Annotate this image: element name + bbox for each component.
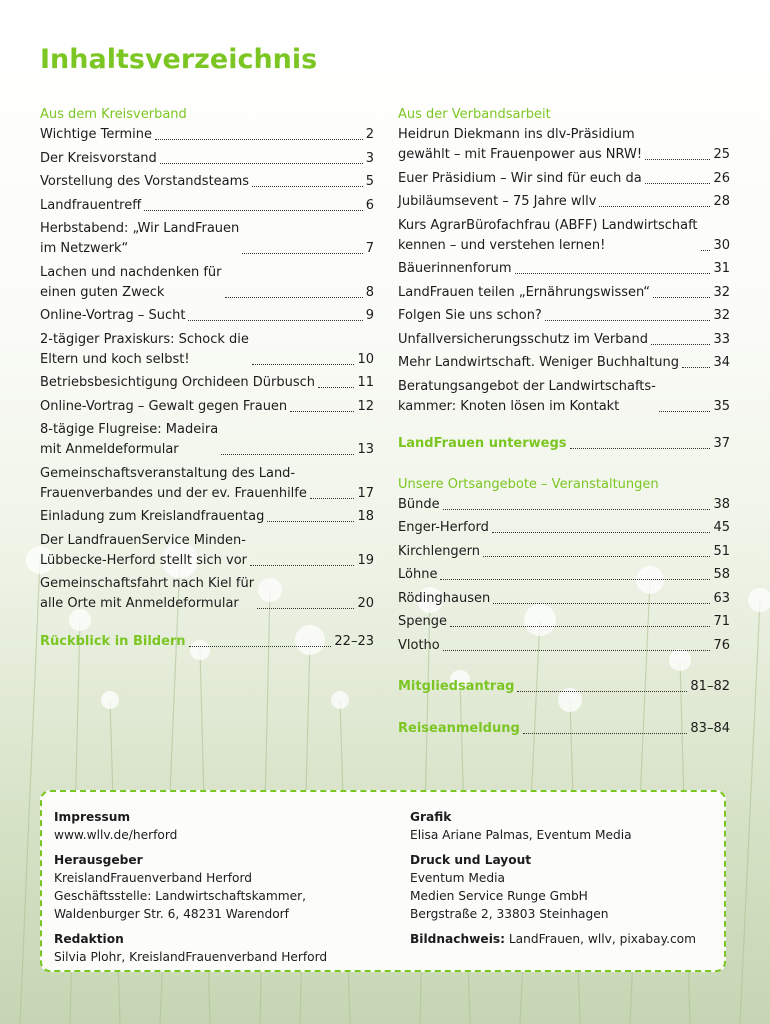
toc-entry-page: 32 bbox=[713, 284, 730, 300]
toc-entry-mitgliedsantrag[interactable]: Mitgliedsantrag 81–82 bbox=[398, 679, 730, 694]
toc-entry[interactable] bbox=[40, 420, 374, 460]
dot-leader bbox=[252, 186, 363, 187]
toc-entry-page: 71 bbox=[713, 614, 730, 629]
toc-entry[interactable] bbox=[40, 464, 374, 504]
toc-entry-page: 25 bbox=[713, 147, 730, 162]
section-heading-kreisverband: Aus dem Kreisverband bbox=[40, 107, 187, 122]
dot-leader bbox=[523, 733, 688, 734]
toc-entry[interactable] bbox=[40, 507, 374, 527]
toc-entry-page: 11 bbox=[357, 375, 374, 390]
dot-leader bbox=[257, 608, 354, 609]
toc-entry[interactable] bbox=[40, 574, 374, 614]
druck-line: Medien Service Runge GmbH bbox=[410, 889, 588, 903]
toc-entry-rueckblick[interactable]: Rückblick in Bildern 22–23 bbox=[40, 633, 374, 649]
dot-leader bbox=[221, 454, 354, 455]
impressum-url[interactable]: www.wllv.de/herford bbox=[54, 828, 178, 842]
section-heading-ortsangebote: Unsere Ortsangebote – Veranstaltungen bbox=[398, 476, 659, 492]
dot-leader bbox=[310, 498, 355, 499]
toc-entry[interactable] bbox=[40, 373, 374, 393]
toc-entry-title: Online-Vortrag – Gewalt gegen Frauen bbox=[40, 398, 288, 414]
toc-entry-page: 20 bbox=[357, 596, 374, 611]
toc-list-ortsangebote bbox=[398, 495, 730, 656]
toc-entry-page: 33 bbox=[713, 331, 730, 347]
impressum-left bbox=[54, 808, 394, 966]
toc-entry[interactable] bbox=[398, 542, 730, 562]
toc-entry[interactable] bbox=[40, 330, 374, 370]
toc-entry[interactable] bbox=[398, 589, 730, 609]
dot-leader bbox=[483, 556, 710, 557]
toc-entry[interactable] bbox=[398, 636, 730, 656]
toc-entry-page: 51 bbox=[713, 543, 730, 559]
dot-leader bbox=[653, 297, 710, 298]
dot-leader bbox=[290, 411, 354, 412]
toc-entry[interactable] bbox=[398, 259, 730, 279]
toc-entry-page: 8 bbox=[365, 284, 374, 300]
herausgeber-line: Geschäftsstelle: Landwirtschaftskammer, bbox=[54, 889, 307, 903]
toc-entry-title: Vorstellung des Vorstandsteams bbox=[40, 174, 250, 189]
toc-entry[interactable] bbox=[398, 330, 730, 350]
dot-leader bbox=[701, 250, 711, 251]
toc-entry[interactable] bbox=[398, 216, 730, 256]
dot-leader bbox=[570, 448, 711, 449]
toc-entry-page: 7 bbox=[365, 241, 374, 256]
toc-entry[interactable] bbox=[40, 263, 374, 303]
toc-entry[interactable] bbox=[40, 196, 374, 216]
toc-entry-title: Gemeinschaftsfahrt nach Kiel für alle Orte mit Anmeldeformular bbox=[40, 576, 255, 611]
toc-entry-title: Lachen und nachdenken für einen guten Zweck bbox=[40, 264, 222, 300]
toc-entry-reiseanmeldung[interactable]: Reiseanmeldung 83–84 bbox=[398, 720, 730, 736]
toc-entry-page: 38 bbox=[713, 496, 730, 512]
toc-entry-title: Beratungsangebot der Landwirtschafts- kammer: Knoten lösen im Kontakt bbox=[398, 378, 656, 414]
toc-entry-page: 58 bbox=[713, 567, 730, 582]
impressum-heading: Impressum bbox=[54, 810, 131, 824]
dot-leader bbox=[252, 364, 355, 365]
toc-entry-page: 9 bbox=[365, 308, 374, 323]
section-heading-verbandsarbeit: Aus der Verbandsarbeit bbox=[398, 107, 551, 122]
toc-entry[interactable] bbox=[398, 495, 730, 515]
toc-entry-title: Enger-Herford bbox=[398, 520, 489, 535]
dot-leader bbox=[155, 139, 363, 140]
impressum-box bbox=[40, 790, 726, 972]
dot-leader bbox=[651, 344, 710, 345]
toc-entry-page: 31 bbox=[713, 261, 730, 276]
toc-left-column bbox=[40, 106, 374, 655]
toc-entry-page: 12 bbox=[357, 398, 374, 414]
grafik-line: Elisa Ariane Palmas, Eventum Media bbox=[410, 828, 632, 842]
toc-entry[interactable] bbox=[40, 531, 374, 571]
herausgeber-line: Waldenburger Str. 6, 48231 Warendorf bbox=[54, 907, 289, 921]
toc-entry-page: 18 bbox=[357, 509, 374, 524]
toc-entry-title: Euer Präsidium – Wir sind für euch da bbox=[398, 170, 642, 186]
dot-leader bbox=[440, 579, 710, 580]
toc-entry-title: Löhne bbox=[398, 567, 438, 582]
toc-entry-page: 35 bbox=[713, 398, 730, 414]
dot-leader bbox=[450, 626, 710, 627]
toc-entry-title: LandFrauen teilen „Ernährungswissen“ bbox=[398, 284, 651, 300]
toc-entry-unterwegs[interactable]: LandFrauen unterwegs 37 bbox=[398, 436, 730, 451]
toc-entry[interactable] bbox=[398, 377, 730, 417]
toc-entry-title: Kurs AgrarBürofachfrau (ABFF) Landwirtschaft kennen – und verstehen lernen! bbox=[398, 217, 698, 253]
grafik-heading: Grafik bbox=[410, 810, 452, 824]
dot-leader bbox=[517, 691, 687, 692]
toc-list-verbandsarbeit bbox=[398, 125, 730, 417]
toc-entry-page: 10 bbox=[357, 351, 374, 367]
dot-leader bbox=[267, 521, 354, 522]
toc-entry-title: Mehr Landwirtschaft. Weniger Buchhaltung bbox=[398, 355, 680, 370]
toc-entry-title: 2-tägiger Praxiskurs: Schock die Eltern und koch selbst! bbox=[40, 331, 249, 367]
toc-entry-page: 13 bbox=[357, 442, 374, 457]
toc-entry-page: 45 bbox=[713, 520, 730, 535]
toc-entry-page: 32 bbox=[713, 308, 730, 323]
toc-entry[interactable] bbox=[398, 283, 730, 303]
toc-entry-title: Vlotho bbox=[398, 637, 440, 653]
dot-leader bbox=[493, 603, 710, 604]
toc-entry[interactable] bbox=[398, 353, 730, 373]
toc-entry-page: 2 bbox=[365, 127, 374, 142]
dot-leader bbox=[545, 320, 711, 321]
toc-entry-title: Der LandfrauenService Minden- Lübbecke-Herford stellt sich vor bbox=[40, 532, 248, 568]
dot-leader bbox=[188, 320, 362, 321]
toc-entry-title: Spenge bbox=[398, 614, 447, 629]
toc-entry-title: Kirchlengern bbox=[398, 543, 481, 559]
toc-entry[interactable] bbox=[398, 169, 730, 189]
dot-leader bbox=[645, 183, 711, 184]
toc-entry-page: 26 bbox=[713, 170, 730, 186]
dot-leader bbox=[225, 297, 363, 298]
toc-entry-page: 3 bbox=[365, 150, 374, 166]
toc-right-column bbox=[398, 106, 730, 742]
druck-line: Eventum Media bbox=[410, 871, 505, 885]
toc-entry[interactable] bbox=[40, 397, 374, 417]
toc-entry-page: 63 bbox=[713, 590, 730, 606]
bildnachweis-line bbox=[410, 930, 720, 948]
toc-entry-page: 17 bbox=[357, 485, 374, 501]
toc-entry[interactable] bbox=[398, 612, 730, 632]
toc-entry-title: Folgen Sie uns schon? bbox=[398, 308, 542, 323]
toc-list-kreisverband bbox=[40, 125, 374, 614]
impressum-right bbox=[410, 808, 720, 948]
toc-entry-title: Rödinghausen bbox=[398, 590, 491, 606]
dot-leader bbox=[144, 210, 363, 211]
toc-entry-title: Gemeinschaftsveranstaltung des Land- Frauenverbandes und der ev. Frauenhilfe bbox=[40, 465, 307, 501]
dot-leader bbox=[189, 646, 332, 647]
dot-leader bbox=[443, 509, 711, 510]
toc-entry[interactable] bbox=[398, 565, 730, 585]
toc-entry[interactable] bbox=[398, 306, 730, 326]
toc-entry[interactable] bbox=[40, 306, 374, 326]
dot-leader bbox=[242, 253, 362, 254]
dot-leader bbox=[250, 565, 354, 566]
dot-leader bbox=[492, 532, 711, 533]
druck-heading: Druck und Layout bbox=[410, 853, 532, 867]
bildnachweis-heading: Bildnachweis: bbox=[410, 932, 506, 946]
druck-line: Bergstraße 2, 33803 Steinhagen bbox=[410, 907, 609, 921]
page-title: Inhaltsverzeichnis bbox=[40, 44, 318, 75]
toc-entry-page: 6 bbox=[365, 197, 374, 213]
toc-entry-title: Einladung zum Kreislandfrauentag bbox=[40, 509, 265, 524]
toc-entry[interactable] bbox=[40, 149, 374, 169]
toc-entry[interactable] bbox=[40, 172, 374, 192]
dot-leader bbox=[318, 387, 354, 388]
toc-entry[interactable] bbox=[40, 125, 374, 145]
toc-entry[interactable] bbox=[398, 192, 730, 212]
toc-entry-page: 19 bbox=[357, 552, 374, 568]
toc-entry-title: Herbstabend: „Wir LandFrauen im Netzwerk“ bbox=[40, 221, 240, 256]
toc-entry-page: 34 bbox=[713, 355, 730, 370]
toc-entry-title: Bäuerinnenforum bbox=[398, 261, 512, 276]
herausgeber-heading: Herausgeber bbox=[54, 853, 143, 867]
toc-entry-title: Unfallversicherungsschutz im Verband bbox=[398, 331, 648, 347]
toc-entry[interactable] bbox=[40, 219, 374, 259]
dot-leader bbox=[645, 159, 710, 160]
toc-entry-title: 8-tägige Flugreise: Madeira mit Anmeldeformular bbox=[40, 422, 219, 457]
toc-entry-page: 5 bbox=[365, 174, 374, 189]
herausgeber-line: KreislandFrauenverband Herford bbox=[54, 871, 253, 885]
redaktion-line: Silvia Plohr, KreislandFrauenverband Herford bbox=[54, 950, 328, 964]
toc-entry-title: Bünde bbox=[398, 496, 440, 512]
toc-entry-page: 76 bbox=[713, 637, 730, 653]
toc-entry-title: Betriebsbesichtigung Orchideen Dürbusch bbox=[40, 375, 315, 390]
toc-entry-title: Landfrauentreff bbox=[40, 197, 142, 213]
dot-leader bbox=[160, 163, 363, 164]
dot-leader bbox=[659, 411, 711, 412]
dot-leader bbox=[443, 650, 711, 651]
bildnachweis-text: LandFrauen, wllv, pixabay.com bbox=[508, 932, 696, 946]
toc-entry[interactable] bbox=[398, 518, 730, 538]
toc-entry-title: Wichtige Termine bbox=[40, 127, 153, 142]
toc-entry[interactable] bbox=[398, 125, 730, 165]
dot-leader bbox=[599, 206, 710, 207]
toc-entry-page: 28 bbox=[713, 194, 730, 209]
dot-leader bbox=[682, 367, 710, 368]
toc-entry-title: Online-Vortrag – Sucht bbox=[40, 308, 186, 323]
dot-leader bbox=[515, 273, 711, 274]
redaktion-heading: Redaktion bbox=[54, 932, 124, 946]
toc-entry-page: 30 bbox=[713, 237, 730, 253]
toc-entry-title: Heidrun Diekmann ins dlv-Präsidium gewählt – mit Frauenpower aus NRW! bbox=[398, 127, 643, 162]
toc-entry-title: Der Kreisvorstand bbox=[40, 150, 157, 166]
toc-entry-title: Jubiläumsevent – 75 Jahre wllv bbox=[398, 194, 597, 209]
